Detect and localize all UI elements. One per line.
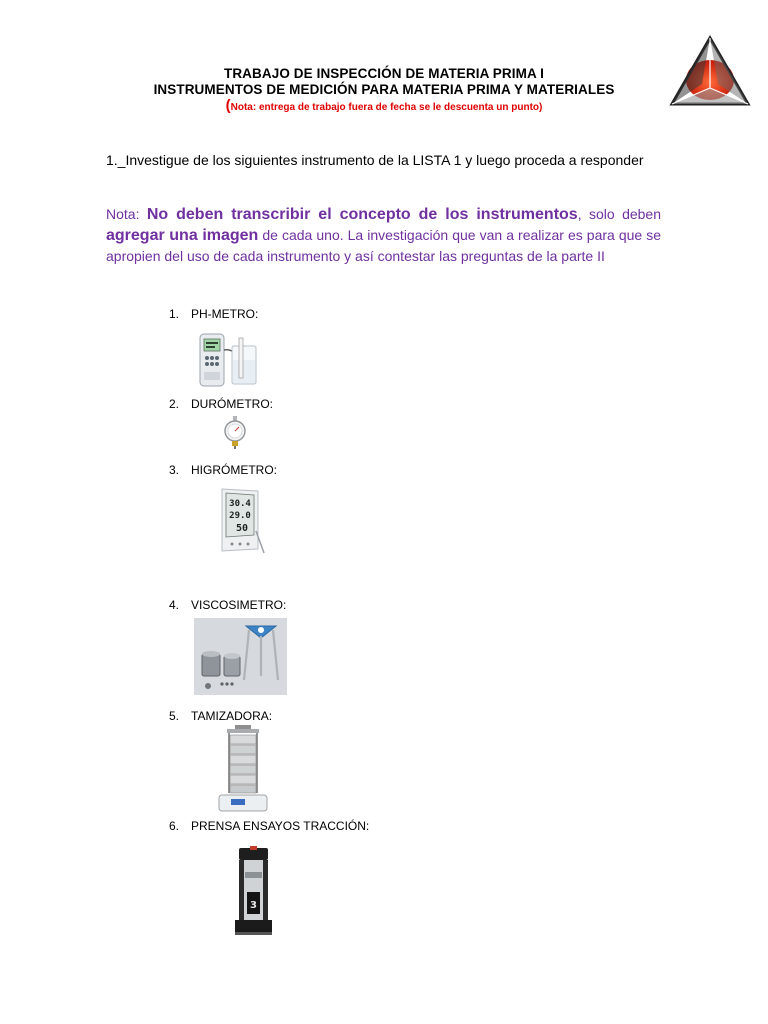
tensile-press-image	[231, 846, 276, 936]
list-item-label: VISCOSIMETRO:	[191, 598, 287, 612]
note-text-1: , solo deben	[577, 206, 661, 222]
title-line-2: INSTRUMENTOS DE MEDICIÓN PARA MATERIA PRIMA Y MATERIALES	[153, 82, 615, 97]
note-label: Nota:	[106, 206, 147, 222]
sieve-shaker-image	[217, 725, 269, 815]
hygrometer-image	[220, 487, 266, 557]
list-item-number: 3.	[169, 463, 180, 477]
deadline-note-text: Nota: entrega de trabajo fuera de fecha se le descuenta un punto)	[230, 102, 543, 113]
note-text-2: de cada uno. La investigación que van a realizar es para que se apropien del uso de cada instrumento y así contestar las preguntas de la parte II	[106, 227, 662, 264]
list-item	[169, 598, 286, 612]
hygrometer-reading-2: 29.0	[229, 511, 251, 521]
list-item-label: PH-METRO:	[191, 307, 259, 321]
list-item-label: TAMIZADORA:	[191, 709, 273, 723]
title-line-1: TRABAJO DE INSPECCIÓN DE MATERIA PRIMA I	[223, 66, 545, 81]
institution-logo	[668, 34, 752, 110]
note-emphasis-1: No deben transcribir el concepto de los instrumentos	[146, 206, 578, 223]
list-item-number: 1.	[169, 307, 180, 321]
list-item	[169, 397, 273, 411]
hygrometer-reading-3: 50	[235, 523, 249, 534]
list-item	[169, 307, 258, 321]
list-item-number: 2.	[169, 397, 180, 411]
instructions-note	[106, 204, 661, 267]
note-emphasis-2: agregar una imagen	[106, 227, 259, 244]
viscometer-image	[194, 618, 287, 695]
list-item-number: 6.	[169, 819, 180, 833]
list-item-label: PRENSA ENSAYOS TRACCIÓN:	[191, 819, 370, 833]
list-item-number: 4.	[169, 598, 180, 612]
list-item	[169, 819, 369, 833]
deadline-note	[100, 98, 668, 116]
question-1: 1._Investigue de los siguientes instrumento de la LISTA 1 y luego proceda a responder	[106, 152, 644, 168]
svg-text:3: 3	[250, 900, 257, 911]
hygrometer-reading-1: 30.4	[229, 499, 251, 509]
durometer-image	[222, 414, 248, 450]
list-item-number: 5.	[169, 709, 180, 723]
list-item	[169, 709, 272, 723]
ph-meter-image	[194, 330, 264, 388]
document-header	[100, 66, 668, 116]
list-item-label: HIGRÓMETRO:	[191, 463, 277, 477]
deadline-note-paren: (	[225, 97, 231, 114]
list-item	[169, 463, 277, 477]
list-item-label: DURÓMETRO:	[191, 397, 273, 411]
